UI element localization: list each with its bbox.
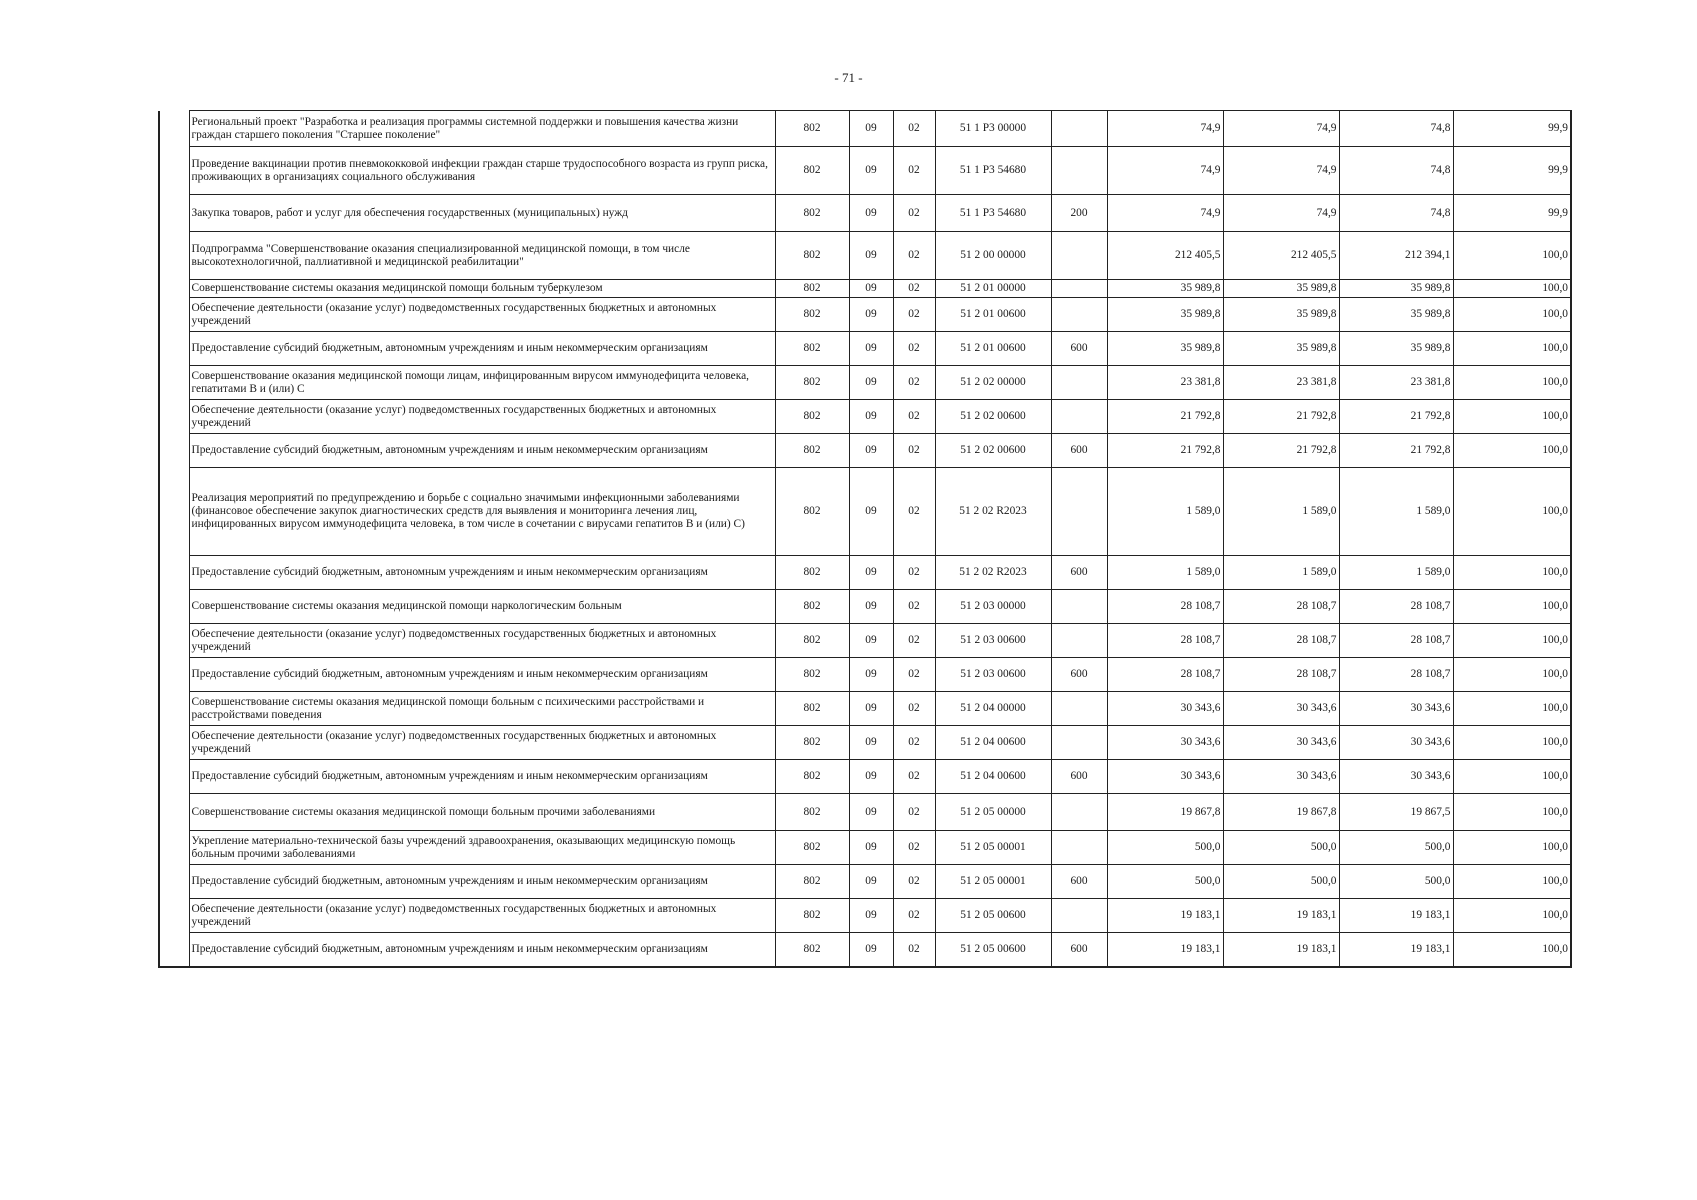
row-margin-cell	[159, 298, 189, 332]
approved-value-cell: 500,0	[1107, 831, 1223, 865]
row-margin-cell	[159, 933, 189, 967]
executed-value-cell: 21 792,8	[1339, 434, 1453, 468]
executed-value-cell: 30 343,6	[1339, 760, 1453, 794]
executed-value-cell: 35 989,8	[1339, 280, 1453, 298]
row-name-cell: Предоставление субсидий бюджетным, автономным учреждениям и иным некоммерческим организациям	[189, 760, 775, 794]
row-name-cell: Обеспечение деятельности (оказание услуг) подведомственных государственных бюджетных и автономных учреждений	[189, 899, 775, 933]
table-row	[159, 658, 1571, 692]
row-name-cell: Предоставление субсидий бюджетным, автономным учреждениям и иным некоммерческим организациям	[189, 865, 775, 899]
refined-value-cell: 500,0	[1223, 865, 1339, 899]
budget-table-wrapper	[158, 110, 1570, 968]
row-margin-cell	[159, 726, 189, 760]
ministry-code-cell: 802	[775, 590, 849, 624]
page-number: - 71 -	[834, 70, 863, 85]
subsection-code-cell: 02	[893, 111, 935, 147]
ministry-code-cell: 802	[775, 366, 849, 400]
expense-kind-cell	[1051, 831, 1107, 865]
refined-value-cell: 1 589,0	[1223, 468, 1339, 556]
approved-value-cell: 21 792,8	[1107, 400, 1223, 434]
section-code-cell: 09	[849, 760, 893, 794]
approved-value-cell: 1 589,0	[1107, 468, 1223, 556]
refined-value-cell: 19 867,8	[1223, 794, 1339, 831]
row-margin-cell	[159, 590, 189, 624]
subsection-code-cell: 02	[893, 899, 935, 933]
subsection-code-cell: 02	[893, 468, 935, 556]
row-margin-cell	[159, 899, 189, 933]
executed-value-cell: 19 183,1	[1339, 933, 1453, 967]
row-margin-cell	[159, 556, 189, 590]
approved-value-cell: 23 381,8	[1107, 366, 1223, 400]
ministry-code-cell: 802	[775, 556, 849, 590]
row-margin-cell	[159, 794, 189, 831]
target-article-cell: 51 1 Р3 54680	[935, 195, 1051, 232]
subsection-code-cell: 02	[893, 794, 935, 831]
refined-value-cell: 74,9	[1223, 195, 1339, 232]
subsection-code-cell: 02	[893, 232, 935, 280]
table-row	[159, 865, 1571, 899]
row-name-cell: Совершенствование системы оказания медицинской помощи больным туберкулезом	[189, 280, 775, 298]
section-code-cell: 09	[849, 280, 893, 298]
target-article-cell: 51 2 05 00001	[935, 831, 1051, 865]
execution-percent-cell: 100,0	[1453, 332, 1571, 366]
table-row	[159, 332, 1571, 366]
table-body	[159, 111, 1571, 967]
subsection-code-cell: 02	[893, 692, 935, 726]
executed-value-cell: 30 343,6	[1339, 726, 1453, 760]
section-code-cell: 09	[849, 434, 893, 468]
executed-value-cell: 1 589,0	[1339, 556, 1453, 590]
subsection-code-cell: 02	[893, 147, 935, 195]
approved-value-cell: 212 405,5	[1107, 232, 1223, 280]
target-article-cell: 51 2 03 00600	[935, 624, 1051, 658]
section-code-cell: 09	[849, 332, 893, 366]
table-row	[159, 726, 1571, 760]
execution-percent-cell: 100,0	[1453, 556, 1571, 590]
ministry-code-cell: 802	[775, 468, 849, 556]
executed-value-cell: 74,8	[1339, 147, 1453, 195]
row-name-cell: Обеспечение деятельности (оказание услуг) подведомственных государственных бюджетных и автономных учреждений	[189, 400, 775, 434]
target-article-cell: 51 2 01 00000	[935, 280, 1051, 298]
refined-value-cell: 74,9	[1223, 147, 1339, 195]
ministry-code-cell: 802	[775, 658, 849, 692]
target-article-cell: 51 2 05 00000	[935, 794, 1051, 831]
row-margin-cell	[159, 400, 189, 434]
execution-percent-cell: 100,0	[1453, 232, 1571, 280]
subsection-code-cell: 02	[893, 590, 935, 624]
section-code-cell: 09	[849, 624, 893, 658]
execution-percent-cell: 100,0	[1453, 794, 1571, 831]
approved-value-cell: 19 867,8	[1107, 794, 1223, 831]
ministry-code-cell: 802	[775, 794, 849, 831]
refined-value-cell: 21 792,8	[1223, 400, 1339, 434]
execution-percent-cell: 100,0	[1453, 760, 1571, 794]
execution-percent-cell: 100,0	[1453, 899, 1571, 933]
row-name-cell: Предоставление субсидий бюджетным, автономным учреждениям и иным некоммерческим организациям	[189, 933, 775, 967]
refined-value-cell: 28 108,7	[1223, 658, 1339, 692]
refined-value-cell: 500,0	[1223, 831, 1339, 865]
execution-percent-cell: 100,0	[1453, 865, 1571, 899]
target-article-cell: 51 2 04 00600	[935, 726, 1051, 760]
execution-percent-cell: 100,0	[1453, 658, 1571, 692]
ministry-code-cell: 802	[775, 232, 849, 280]
ministry-code-cell: 802	[775, 280, 849, 298]
section-code-cell: 09	[849, 298, 893, 332]
execution-percent-cell: 100,0	[1453, 726, 1571, 760]
expense-kind-cell	[1051, 232, 1107, 280]
subsection-code-cell: 02	[893, 726, 935, 760]
ministry-code-cell: 802	[775, 760, 849, 794]
row-margin-cell	[159, 865, 189, 899]
target-article-cell: 51 2 03 00600	[935, 658, 1051, 692]
ministry-code-cell: 802	[775, 298, 849, 332]
target-article-cell: 51 2 02 00000	[935, 366, 1051, 400]
expense-kind-cell: 600	[1051, 658, 1107, 692]
table-row	[159, 434, 1571, 468]
expense-kind-cell	[1051, 590, 1107, 624]
executed-value-cell: 19 183,1	[1339, 899, 1453, 933]
row-margin-cell	[159, 468, 189, 556]
approved-value-cell: 74,9	[1107, 111, 1223, 147]
ministry-code-cell: 802	[775, 111, 849, 147]
target-article-cell: 51 2 02 R2023	[935, 556, 1051, 590]
refined-value-cell: 23 381,8	[1223, 366, 1339, 400]
section-code-cell: 09	[849, 590, 893, 624]
ministry-code-cell: 802	[775, 195, 849, 232]
expense-kind-cell	[1051, 692, 1107, 726]
table-row	[159, 933, 1571, 967]
row-margin-cell	[159, 658, 189, 692]
row-name-cell: Региональный проект "Разработка и реализация программы системной поддержки и повышения качества жизни граждан старшего поколения "Старшее поколение"	[189, 111, 775, 147]
section-code-cell: 09	[849, 556, 893, 590]
refined-value-cell: 28 108,7	[1223, 624, 1339, 658]
expense-kind-cell	[1051, 366, 1107, 400]
subsection-code-cell: 02	[893, 400, 935, 434]
expense-kind-cell	[1051, 624, 1107, 658]
ministry-code-cell: 802	[775, 434, 849, 468]
expense-kind-cell: 600	[1051, 556, 1107, 590]
expense-kind-cell: 600	[1051, 865, 1107, 899]
approved-value-cell: 28 108,7	[1107, 624, 1223, 658]
row-margin-cell	[159, 195, 189, 232]
section-code-cell: 09	[849, 366, 893, 400]
row-margin-cell	[159, 831, 189, 865]
refined-value-cell: 35 989,8	[1223, 332, 1339, 366]
target-article-cell: 51 2 01 00600	[935, 332, 1051, 366]
target-article-cell: 51 2 01 00600	[935, 298, 1051, 332]
section-code-cell: 09	[849, 658, 893, 692]
expense-kind-cell: 600	[1051, 434, 1107, 468]
approved-value-cell: 500,0	[1107, 865, 1223, 899]
approved-value-cell: 19 183,1	[1107, 899, 1223, 933]
ministry-code-cell: 802	[775, 726, 849, 760]
target-article-cell: 51 2 05 00600	[935, 933, 1051, 967]
refined-value-cell: 1 589,0	[1223, 556, 1339, 590]
refined-value-cell: 35 989,8	[1223, 298, 1339, 332]
refined-value-cell: 19 183,1	[1223, 933, 1339, 967]
refined-value-cell: 30 343,6	[1223, 760, 1339, 794]
subsection-code-cell: 02	[893, 332, 935, 366]
executed-value-cell: 19 867,5	[1339, 794, 1453, 831]
target-article-cell: 51 2 04 00000	[935, 692, 1051, 726]
ministry-code-cell: 802	[775, 624, 849, 658]
expense-kind-cell	[1051, 111, 1107, 147]
row-name-cell: Обеспечение деятельности (оказание услуг) подведомственных государственных бюджетных и автономных учреждений	[189, 726, 775, 760]
ministry-code-cell: 802	[775, 400, 849, 434]
table-row	[159, 624, 1571, 658]
section-code-cell: 09	[849, 933, 893, 967]
row-name-cell: Подпрограмма "Совершенствование оказания специализированной медицинской помощи, в том числе высокотехнологичной, паллиативной и медицинской реабилитации"	[189, 232, 775, 280]
approved-value-cell: 74,9	[1107, 195, 1223, 232]
row-margin-cell	[159, 332, 189, 366]
target-article-cell: 51 2 03 00000	[935, 590, 1051, 624]
row-margin-cell	[159, 760, 189, 794]
execution-percent-cell: 100,0	[1453, 434, 1571, 468]
expense-kind-cell: 600	[1051, 760, 1107, 794]
refined-value-cell: 35 989,8	[1223, 280, 1339, 298]
executed-value-cell: 74,8	[1339, 111, 1453, 147]
target-article-cell: 51 2 05 00600	[935, 899, 1051, 933]
row-margin-cell	[159, 232, 189, 280]
execution-percent-cell: 100,0	[1453, 933, 1571, 967]
row-name-cell: Укрепление материально-технической базы учреждений здравоохранения, оказывающих медицинскую помощь больным прочими заболеваниями	[189, 831, 775, 865]
expense-kind-cell	[1051, 726, 1107, 760]
table-row	[159, 468, 1571, 556]
execution-percent-cell: 99,9	[1453, 195, 1571, 232]
table-row	[159, 147, 1571, 195]
subsection-code-cell: 02	[893, 831, 935, 865]
executed-value-cell: 74,8	[1339, 195, 1453, 232]
refined-value-cell: 212 405,5	[1223, 232, 1339, 280]
target-article-cell: 51 2 02 00600	[935, 434, 1051, 468]
executed-value-cell: 21 792,8	[1339, 400, 1453, 434]
table-row	[159, 760, 1571, 794]
section-code-cell: 09	[849, 692, 893, 726]
expense-kind-cell	[1051, 280, 1107, 298]
row-margin-cell	[159, 366, 189, 400]
section-code-cell: 09	[849, 865, 893, 899]
expense-kind-cell	[1051, 400, 1107, 434]
ministry-code-cell: 802	[775, 831, 849, 865]
expense-kind-cell: 600	[1051, 933, 1107, 967]
target-article-cell: 51 2 02 R2023	[935, 468, 1051, 556]
table-row	[159, 831, 1571, 865]
table-row	[159, 590, 1571, 624]
target-article-cell: 51 2 05 00001	[935, 865, 1051, 899]
approved-value-cell: 35 989,8	[1107, 332, 1223, 366]
row-name-cell: Совершенствование оказания медицинской помощи лицам, инфицированным вирусом иммунодефицита человека, гепатитами В и (или) С	[189, 366, 775, 400]
row-margin-cell	[159, 147, 189, 195]
row-name-cell: Предоставление субсидий бюджетным, автономным учреждениям и иным некоммерческим организациям	[189, 556, 775, 590]
row-margin-cell	[159, 280, 189, 298]
subsection-code-cell: 02	[893, 760, 935, 794]
target-article-cell: 51 2 00 00000	[935, 232, 1051, 280]
row-name-cell: Совершенствование системы оказания медицинской помощи больным с психическими расстройствами и расстройствами поведения	[189, 692, 775, 726]
expense-kind-cell: 600	[1051, 332, 1107, 366]
expense-kind-cell	[1051, 468, 1107, 556]
table-row	[159, 232, 1571, 280]
target-article-cell: 51 1 Р3 00000	[935, 111, 1051, 147]
execution-percent-cell: 100,0	[1453, 831, 1571, 865]
executed-value-cell: 1 589,0	[1339, 468, 1453, 556]
section-code-cell: 09	[849, 147, 893, 195]
expense-kind-cell	[1051, 147, 1107, 195]
refined-value-cell: 30 343,6	[1223, 692, 1339, 726]
table-row	[159, 111, 1571, 147]
execution-percent-cell: 100,0	[1453, 366, 1571, 400]
execution-percent-cell: 100,0	[1453, 692, 1571, 726]
row-name-cell: Закупка товаров, работ и услуг для обеспечения государственных (муниципальных) нужд	[189, 195, 775, 232]
subsection-code-cell: 02	[893, 280, 935, 298]
execution-percent-cell: 100,0	[1453, 590, 1571, 624]
expense-kind-cell	[1051, 794, 1107, 831]
section-code-cell: 09	[849, 468, 893, 556]
row-name-cell: Предоставление субсидий бюджетным, автономным учреждениям и иным некоммерческим организациям	[189, 658, 775, 692]
table-row	[159, 366, 1571, 400]
row-name-cell: Обеспечение деятельности (оказание услуг) подведомственных государственных бюджетных и автономных учреждений	[189, 298, 775, 332]
refined-value-cell: 28 108,7	[1223, 590, 1339, 624]
approved-value-cell: 30 343,6	[1107, 726, 1223, 760]
executed-value-cell: 35 989,8	[1339, 298, 1453, 332]
approved-value-cell: 30 343,6	[1107, 760, 1223, 794]
section-code-cell: 09	[849, 899, 893, 933]
approved-value-cell: 74,9	[1107, 147, 1223, 195]
budget-table	[158, 110, 1572, 968]
executed-value-cell: 28 108,7	[1339, 658, 1453, 692]
subsection-code-cell: 02	[893, 658, 935, 692]
approved-value-cell: 21 792,8	[1107, 434, 1223, 468]
section-code-cell: 09	[849, 232, 893, 280]
approved-value-cell: 19 183,1	[1107, 933, 1223, 967]
executed-value-cell: 23 381,8	[1339, 366, 1453, 400]
ministry-code-cell: 802	[775, 332, 849, 366]
executed-value-cell: 212 394,1	[1339, 232, 1453, 280]
row-name-cell: Совершенствование системы оказания медицинской помощи наркологическим больным	[189, 590, 775, 624]
row-name-cell: Проведение вакцинации против пневмококковой инфекции граждан старше трудоспособного возраста из групп риска, проживающих в организациях социального обслуживания	[189, 147, 775, 195]
row-name-cell: Обеспечение деятельности (оказание услуг) подведомственных государственных бюджетных и автономных учреждений	[189, 624, 775, 658]
refined-value-cell: 21 792,8	[1223, 434, 1339, 468]
expense-kind-cell	[1051, 899, 1107, 933]
row-margin-cell	[159, 624, 189, 658]
refined-value-cell: 74,9	[1223, 111, 1339, 147]
executed-value-cell: 500,0	[1339, 865, 1453, 899]
target-article-cell: 51 2 04 00600	[935, 760, 1051, 794]
section-code-cell: 09	[849, 195, 893, 232]
subsection-code-cell: 02	[893, 865, 935, 899]
approved-value-cell: 35 989,8	[1107, 280, 1223, 298]
executed-value-cell: 30 343,6	[1339, 692, 1453, 726]
table-row	[159, 400, 1571, 434]
execution-percent-cell: 100,0	[1453, 400, 1571, 434]
execution-percent-cell: 99,9	[1453, 147, 1571, 195]
ministry-code-cell: 802	[775, 933, 849, 967]
section-code-cell: 09	[849, 831, 893, 865]
target-article-cell: 51 2 02 00600	[935, 400, 1051, 434]
table-row	[159, 794, 1571, 831]
row-margin-cell	[159, 434, 189, 468]
subsection-code-cell: 02	[893, 556, 935, 590]
approved-value-cell: 1 589,0	[1107, 556, 1223, 590]
table-row	[159, 280, 1571, 298]
subsection-code-cell: 02	[893, 366, 935, 400]
row-margin-cell	[159, 111, 189, 147]
refined-value-cell: 19 183,1	[1223, 899, 1339, 933]
row-name-cell: Предоставление субсидий бюджетным, автономным учреждениям и иным некоммерческим организациям	[189, 434, 775, 468]
approved-value-cell: 35 989,8	[1107, 298, 1223, 332]
table-row	[159, 556, 1571, 590]
expense-kind-cell	[1051, 298, 1107, 332]
subsection-code-cell: 02	[893, 434, 935, 468]
approved-value-cell: 30 343,6	[1107, 692, 1223, 726]
row-name-cell: Совершенствование системы оказания медицинской помощи больным прочими заболеваниями	[189, 794, 775, 831]
subsection-code-cell: 02	[893, 933, 935, 967]
section-code-cell: 09	[849, 794, 893, 831]
execution-percent-cell: 100,0	[1453, 280, 1571, 298]
table-row	[159, 899, 1571, 933]
subsection-code-cell: 02	[893, 624, 935, 658]
section-code-cell: 09	[849, 111, 893, 147]
subsection-code-cell: 02	[893, 195, 935, 232]
execution-percent-cell: 99,9	[1453, 111, 1571, 147]
row-margin-cell	[159, 692, 189, 726]
table-row	[159, 195, 1571, 232]
executed-value-cell: 500,0	[1339, 831, 1453, 865]
ministry-code-cell: 802	[775, 865, 849, 899]
executed-value-cell: 28 108,7	[1339, 590, 1453, 624]
section-code-cell: 09	[849, 726, 893, 760]
execution-percent-cell: 100,0	[1453, 298, 1571, 332]
executed-value-cell: 28 108,7	[1339, 624, 1453, 658]
row-name-cell: Реализация мероприятий по предупреждению и борьбе с социально значимыми инфекционными заболеваниями (финансовое обеспечение закупок диагностических средств для выявления и мониторинга лечения лиц, инфицированных вирусом иммунодефицита человека, в том числе в сочетании с вирусами гепатитов В и (или) С)	[189, 468, 775, 556]
execution-percent-cell: 100,0	[1453, 468, 1571, 556]
target-article-cell: 51 1 Р3 54680	[935, 147, 1051, 195]
row-name-cell: Предоставление субсидий бюджетным, автономным учреждениям и иным некоммерческим организациям	[189, 332, 775, 366]
table-row	[159, 298, 1571, 332]
execution-percent-cell: 100,0	[1453, 624, 1571, 658]
expense-kind-cell: 200	[1051, 195, 1107, 232]
ministry-code-cell: 802	[775, 899, 849, 933]
executed-value-cell: 35 989,8	[1339, 332, 1453, 366]
ministry-code-cell: 802	[775, 147, 849, 195]
ministry-code-cell: 802	[775, 692, 849, 726]
subsection-code-cell: 02	[893, 298, 935, 332]
approved-value-cell: 28 108,7	[1107, 658, 1223, 692]
refined-value-cell: 30 343,6	[1223, 726, 1339, 760]
section-code-cell: 09	[849, 400, 893, 434]
approved-value-cell: 28 108,7	[1107, 590, 1223, 624]
table-row	[159, 692, 1571, 726]
